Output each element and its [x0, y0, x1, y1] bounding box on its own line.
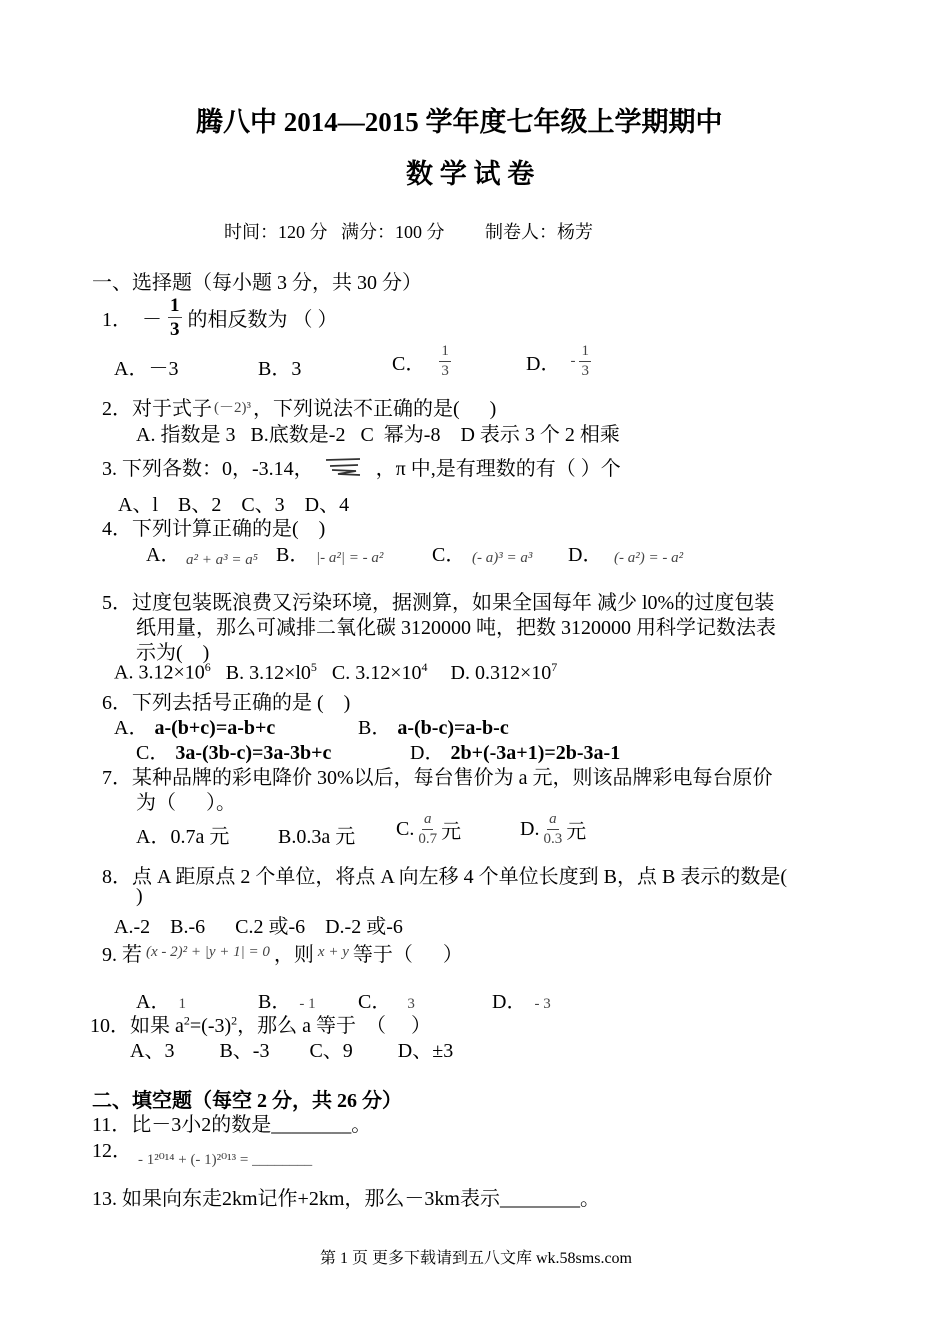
question-12-expr: - 1²⁰¹⁴ + (- 1)²⁰¹³ = ________: [138, 1152, 313, 1168]
q7-option-c-fraction: [418, 812, 437, 847]
q1-option-c: [392, 344, 451, 379]
q5-option-d: D. 0.312×10: [450, 661, 552, 684]
question-7-line1: 7．某种品牌的彩电降价 30%以后，每台售价为 a 元，则该品牌彩电每台原价: [102, 767, 773, 789]
q9-prefix: 9. 若: [102, 944, 142, 966]
q7-option-d-unit: 元: [566, 821, 587, 843]
q1-prefix: 1． －: [102, 309, 162, 331]
q7-option-d-den: 0.3: [543, 831, 563, 847]
section1-heading: 一、选择题（每小题 3 分，共 30 分）: [92, 272, 422, 294]
q9-option-d-label: D．: [492, 991, 527, 1013]
q8-options: A.-2 B.-6 C.2 或-6 D.-2 或-6: [114, 916, 403, 938]
question-5-line2: 纸用量，那么可减排二氧化碳 3120000 吨，把数 3120000 用科学记数法表: [136, 617, 776, 639]
q7-option-d-fraction: [543, 812, 562, 847]
q1-option-d-sign: -: [570, 353, 576, 369]
q7-option-c-unit: 元: [441, 821, 462, 843]
exam-info: 时间：120 分 满分：100 分 制卷人：杨芳: [224, 222, 593, 242]
q9-option-b-value: - 1: [299, 996, 316, 1012]
q10-options: A、3 B、-3 C、9 D、±3: [130, 1040, 454, 1062]
question-3: [102, 452, 621, 481]
q6-option-c-label: C．: [136, 742, 170, 764]
q9-option-d-value: - 3: [534, 996, 551, 1012]
q5-options: [114, 660, 557, 685]
q7-option-c-den: 0.7: [418, 831, 438, 847]
q1-fraction: [168, 296, 182, 339]
q6-option-a-text: a-(b+c)=a-b+c: [154, 717, 276, 739]
question-6: 6．下列去括号正确的是 ( ): [102, 692, 351, 714]
question-8-line2: ): [136, 885, 143, 907]
q7-option-d: [520, 812, 586, 847]
q5-option-c-exp: 4: [421, 660, 428, 674]
section2-heading: 二、填空题（每空 2 分，共 26 分）: [92, 1090, 402, 1112]
q3-text2: ，π 中,是有理数的有（ ）个: [375, 458, 621, 480]
q7-option-a: A．0.7a 元: [136, 826, 230, 848]
q4-option-a-expr: a² + a³ = a⁵: [186, 552, 258, 568]
q9-option-c-label: C．: [358, 991, 392, 1013]
q4-option-c-expr: (- a)³ = a³: [472, 550, 533, 566]
q7-option-c: [396, 812, 461, 847]
q10-text-a: 10．如果 a: [90, 1015, 184, 1037]
q6-option-b-label: B．: [358, 717, 392, 739]
q4-option-a: A．: [146, 544, 181, 566]
q9-mid: ，则: [273, 944, 314, 966]
q2-expr: (－2)³: [214, 400, 251, 416]
question-12-label: 12．: [92, 1140, 132, 1162]
q1-option-b: B．3: [258, 358, 302, 380]
q1-option-c-num: 1: [439, 344, 451, 362]
question-7-line2: 为（ ）。: [136, 792, 236, 814]
question-11: 11．比－3小2的数是________。: [92, 1114, 372, 1136]
q9-option-a-label: A．: [136, 991, 171, 1013]
question-2: [102, 392, 496, 421]
q6-option-b-text: a-(b-c)=a-b-c: [397, 717, 509, 739]
q10-text-c: ，那么 a 等于 （ ）: [237, 1015, 432, 1037]
question-13: 13. 如果向东走2km记作+2km，那么－3km表示________。: [92, 1188, 600, 1210]
q1-option-d: [526, 344, 591, 379]
q3-garbled-formula: [320, 455, 370, 479]
q9-expr: (x - 2)² + |y + 1| = 0: [146, 944, 270, 960]
q7-option-c-num: a: [422, 812, 434, 830]
q2-prefix: 2．对于式子: [102, 398, 212, 420]
q2-text: ，下列说法不正确的是( ): [253, 398, 497, 420]
q6-option-d-text: 2b+(-3a+1)=2b-3a-1: [450, 742, 621, 764]
q9-option-b-label: B．: [258, 991, 292, 1013]
question-5-line1: 5．过度包装既浪费又污染环境，据测算，如果全国每年 减少 l0%的过度包装: [102, 592, 775, 614]
q4-option-d: D．: [568, 544, 603, 566]
q10-text-b: =(-3): [189, 1015, 232, 1037]
q4-option-b-expr: |- a²| = - a²: [316, 550, 384, 566]
q5-option-a-exp: 6: [204, 660, 211, 674]
q9-expr2: x + y: [317, 944, 349, 960]
q6-option-a-label: A．: [114, 717, 149, 739]
q1-option-c-label: C．: [392, 353, 426, 375]
q9-option-a-value: 1: [178, 996, 186, 1012]
q1-den: 3: [170, 319, 180, 340]
q7-option-c-label: C.: [396, 818, 415, 840]
question-10: 10．如果 $a^2=(-3)^2$，那么 a 等于 （ ）: [90, 1013, 432, 1037]
page-footer: 第 1 页 更多下载请到五八文库 wk.58sms.com: [320, 1250, 633, 1267]
question-9: [102, 938, 463, 967]
q1-option-d-num: 1: [579, 344, 591, 362]
q1-option-d-label: D．: [526, 353, 561, 375]
q4-option-b: B．: [276, 544, 310, 566]
q7-option-d-num: a: [547, 812, 559, 830]
q9-option-d: [492, 985, 551, 1014]
exam-title-line2: 数 学 试 卷: [406, 159, 535, 189]
question-1: [102, 296, 338, 339]
q1-option-a: A．－3: [114, 358, 179, 380]
q7-option-d-label: D.: [520, 818, 540, 840]
q5-option-c: C. 3.12×10: [331, 661, 422, 684]
q1-option-d-fraction: [579, 344, 591, 379]
question-8-line1: 8．点 A 距原点 2 个单位，将点 A 向左移 4 个单位长度到 B，点 B 表示的数是(: [102, 866, 788, 888]
q7-option-b: B.0.3a 元: [278, 826, 356, 848]
q3-text1: 3. 下列各数：0，-3.14，: [102, 458, 314, 480]
q1-num: 1: [170, 295, 180, 316]
exam-title-line1: 腾八中 2014—2015 学年度七年级上学期期中: [196, 107, 723, 137]
q9-option-c-value: 3: [407, 996, 415, 1012]
q6-option-d-label: D．: [410, 742, 445, 764]
q5-option-b-exp: 5: [310, 660, 317, 674]
q5-option-d-exp: 7: [551, 660, 558, 674]
question-5-line3: 示为( ): [136, 642, 210, 664]
q6-option-c-text: 3a-(3b-c)=3a-3b+c: [175, 742, 332, 764]
q4-option-d-expr: (- a²) = - a²: [614, 550, 684, 566]
q5-option-a: A. 3.12×10: [114, 661, 205, 684]
q3-options: A、l B、2 C、3 D、4: [118, 494, 350, 516]
question-4: 4．下列计算正确的是( ): [102, 518, 326, 540]
q1-option-c-fraction: [439, 344, 451, 379]
q9-text: 等于（ ）: [352, 944, 463, 966]
q5-option-b: B. 3.12×l0: [225, 661, 311, 684]
q2-options: A. 指数是 3 B.底数是-2 C 幂为-8 D 表示 3 个 2 相乘: [136, 424, 620, 446]
q4-option-c: C．: [432, 544, 466, 566]
q1-option-d-den: 3: [581, 363, 589, 379]
q1-text: 的相反数为 （ ）: [187, 309, 338, 331]
q1-option-c-den: 3: [441, 363, 449, 379]
